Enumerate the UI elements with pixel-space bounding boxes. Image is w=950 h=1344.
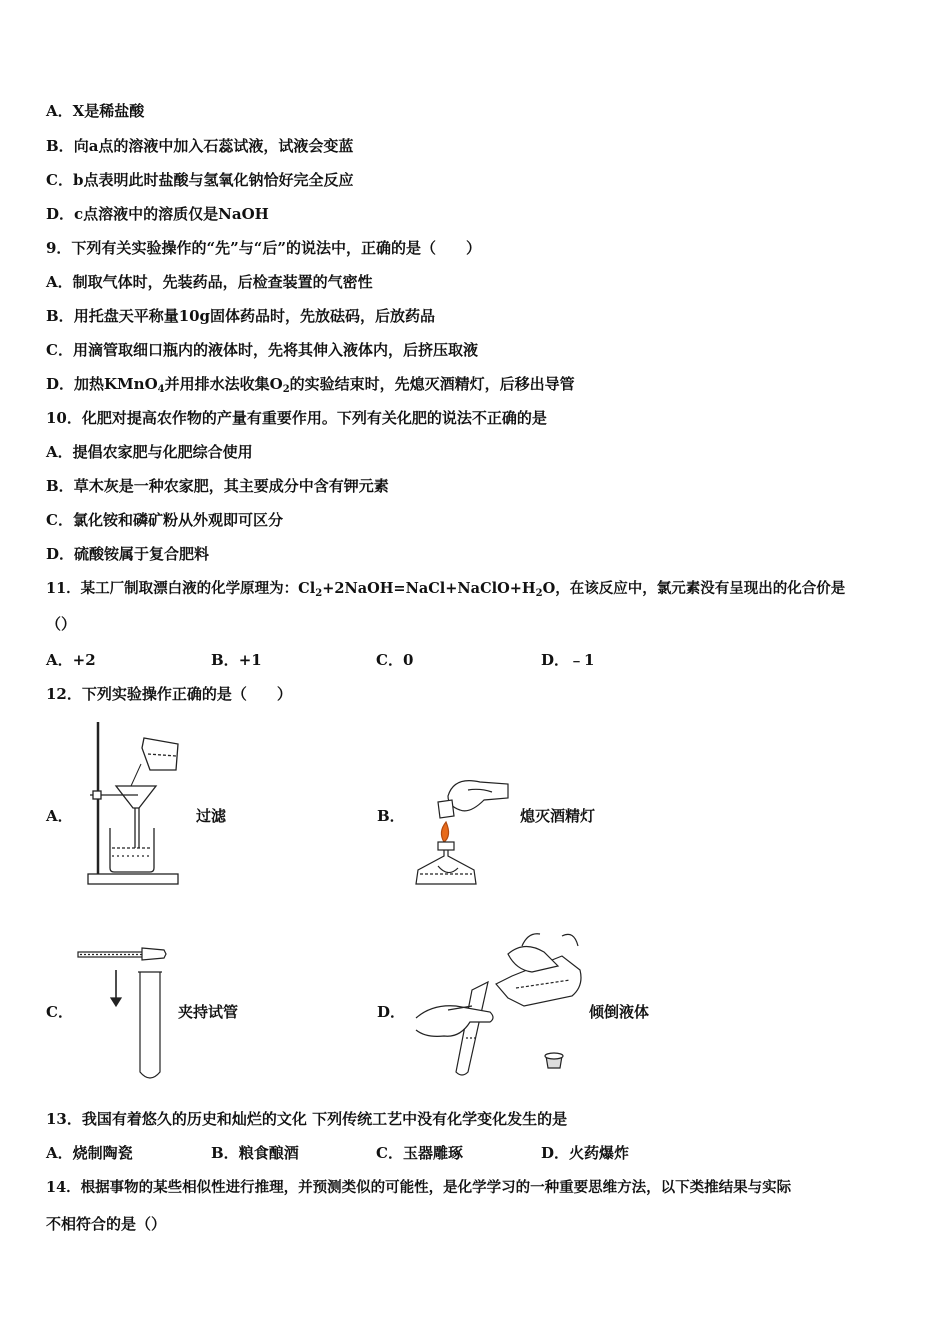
q12-option-c-caption: 夹持试管: [178, 1003, 239, 1021]
q13-option-c: C．玉器雕琢: [376, 1144, 463, 1162]
q10-stem: 10．化肥对提高农作物的产量有重要作用。下列有关化肥的说法不正确的是: [46, 409, 547, 427]
q8-option-d: D．c点溶液中的溶质仅是NaOH: [46, 205, 269, 223]
q14-stem-continued: 不相符合的是（）: [46, 1215, 167, 1233]
q11-option-a: A．+2: [46, 651, 96, 669]
q10-option-a: A．提倡农家肥与化肥综合使用: [46, 443, 253, 461]
q12-option-a-caption: 过滤: [196, 807, 227, 825]
q13-option-d: D．火药爆炸: [541, 1144, 630, 1162]
q11-option-d: D．﹣1: [541, 651, 595, 669]
filtration-apparatus-figure: [80, 718, 195, 890]
q12-stem: 12．下列实验操作正确的是（ ）: [46, 685, 292, 703]
q13-option-b: B．粮食酿酒: [211, 1144, 299, 1162]
q9-option-a: A．制取气体时，先装药品，后检查装置的气密性: [46, 273, 373, 291]
q12-option-a-label: A．: [46, 807, 73, 825]
q10-option-b: B．草木灰是一种农家肥，其主要成分中含有钾元素: [46, 477, 389, 495]
q11-stem: 11．某工厂制取漂白液的化学原理为：$Cl_2+2NaOH=NaCl+NaClO+H_2O$，在该反应中，氯元素没有呈现出的化合价是: [46, 580, 846, 599]
q10-option-d: D．硫酸铵属于复合肥料: [46, 545, 210, 563]
q8-option-a: A．X是稀盐酸: [46, 102, 145, 120]
q12-option-b-label: B．: [377, 807, 405, 825]
q8-option-c: C．b点表明此时盐酸与氢氧化钠恰好完全反应: [46, 171, 354, 189]
alcohol-lamp-figure: [408, 770, 516, 892]
q10-option-c: C．氯化铵和磷矿粉从外观即可区分: [46, 511, 283, 529]
q12-option-c-label: C．: [46, 1003, 73, 1021]
q9-option-b: B．用托盘天平称量10g固体药品时，先放砝码，后放药品: [46, 307, 436, 325]
q9-option-d: D．加热KMnO$_4$并用排水法收集$O_2$的实验结束时，先熄灭酒精灯，后移出导管: [46, 375, 575, 395]
q9-stem: 9．下列有关实验操作的“先”与“后”的说法中，正确的是（ ）: [46, 239, 481, 257]
pouring-liquid-figure: [412, 926, 584, 1082]
q11-option-b: B．+1: [211, 651, 262, 669]
q9-option-c: C．用滴管取细口瓶内的液体时，先将其伸入液体内，后挤压取液: [46, 341, 478, 359]
test-tube-holder-figure: [76, 942, 176, 1084]
q12-option-d-label: D．: [377, 1003, 406, 1021]
q12-option-b-caption: 熄灭酒精灯: [520, 807, 596, 825]
q11-stem-continued: （）: [46, 615, 77, 633]
q13-option-a: A．烧制陶瓷: [46, 1144, 133, 1162]
q11-option-c: C．0: [376, 651, 414, 669]
q13-stem: 13．我国有着悠久的历史和灿烂的文化 下列传统工艺中没有化学变化发生的是: [46, 1110, 568, 1128]
q8-option-b: B．向a点的溶液中加入石蕊试液，试液会变蓝: [46, 137, 354, 155]
q12-option-d-caption: 倾倒液体: [589, 1003, 650, 1021]
q14-stem: 14．根据事物的某些相似性进行推理，并预测类似的可能性，是化学学习的一种重要思维方法，以下类推结果与实际: [46, 1179, 792, 1196]
